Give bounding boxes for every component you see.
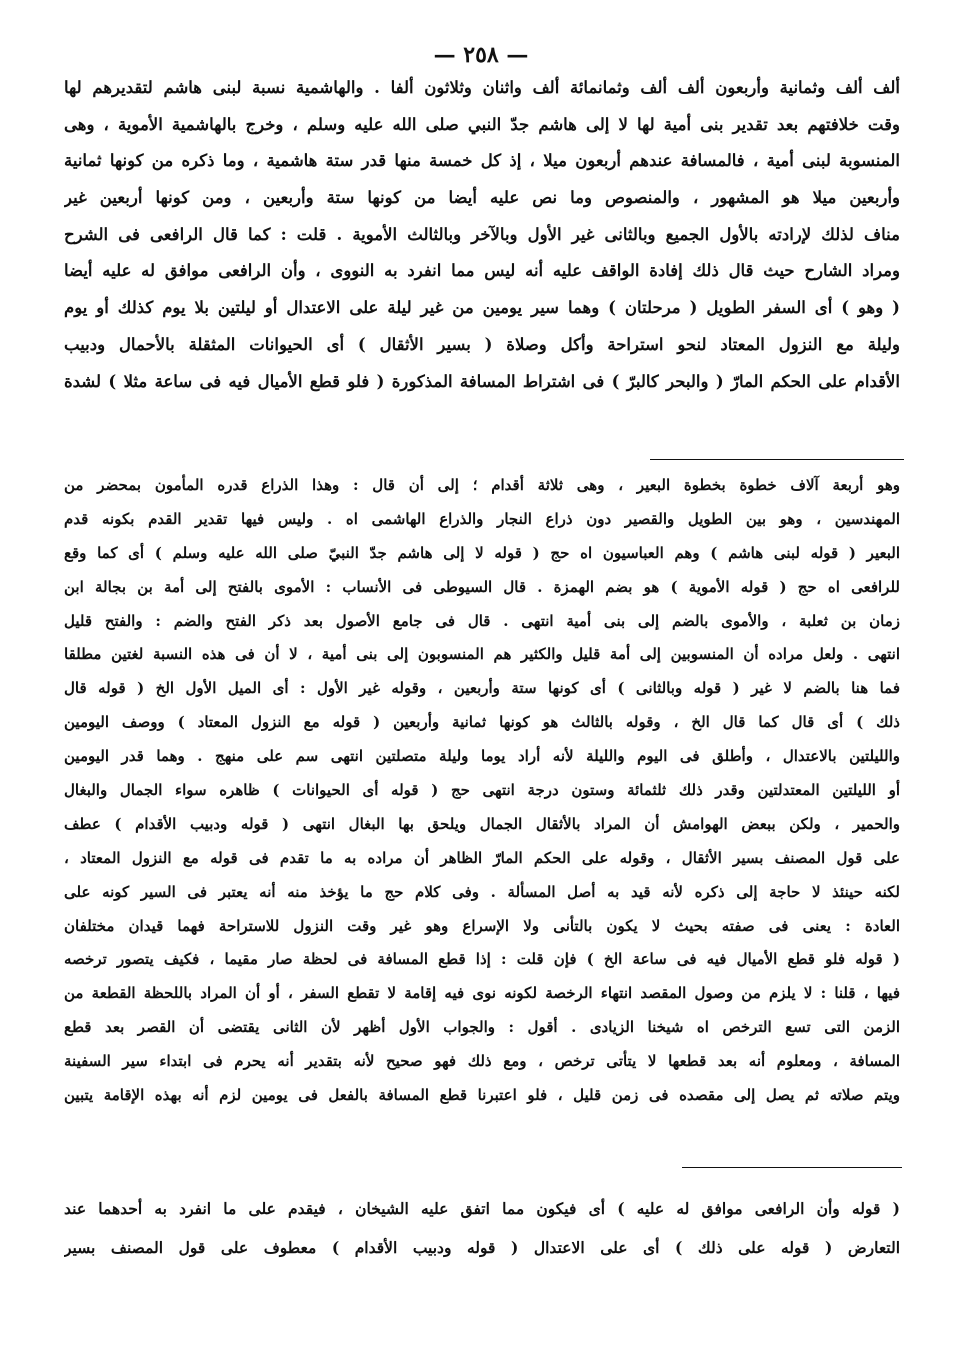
main-line: وأربعين ميلا هو المشهور ، والمنصوص وما نص عليه أيضا من كونها ستة وأربعين ، ومن كونها أربعين غير — [64, 188, 900, 208]
main-line: وقت خلافتهم بعد تقدير بنى أمية لها لا إلى هاشم جدّ النبي صلى الله عليه وسلم ، وخرج بالهاشمية الأموية ، وهى — [64, 114, 900, 134]
footnote-line: زمان بن ثعلبة ، والأموى بالضم إلى بنى أمية انتهى . قال فى جامع الأصول بعد ذكر الفتح والضم : والفتح قليل — [64, 611, 900, 630]
footnote-line: وهو أربعة آلاف خطوة بخطوة البعير ، وهى ثلاثة أقدام ؛ إلى أن قال : وهذا الذراع قدره المأمون بمحضر من — [64, 476, 900, 494]
main-text — [64, 70, 900, 400]
footnote-line: ويتم صلاته ثم يصل إلى مقصده فى زمن قليل ، فلو اعتبرنا قطع المسافة بالفعل فى يومين لزم أنه بهذه الإقامة يتبين — [64, 1086, 900, 1105]
main-line: وليلة مع النزول المعتاد لنحو استراحة وأكل وصلاة ( بسير الأثقال ) أى الحيوانات المثقلة بالأحمال ودبيب — [64, 334, 900, 354]
footnote-line: ( قوله فلو قطع الأميال فيه فى ساعة الخ ) فإن قلت : إذا قطع المسافة فى لحظة صار مقيما ، فكيف يتصور ترخصه — [64, 950, 900, 969]
footnote-line: العادة : يعنى فى صفته بحيث لا يكون بالتأنى ولا الإسراع وهو غير وقت النزول للاستراحة فهما قيدان مختلفان — [64, 916, 900, 935]
footnote-line: فيها ، قلنا : لا يلزم من وصول المقصد انتهاء الرخصة لكونه نوى فيه إقامة لا تقطع السفر ، أو أن المراد باللحظة القطعة من — [64, 984, 900, 1003]
footnote-line: لكنه حينئذ لا حاجة إلى ذكره لأنه قيد به أصل المسألة . وفى كلام حج ما يؤخذ منه أنه يعتبر فى السير كونه على — [64, 882, 900, 901]
subnote-separator — [682, 1167, 902, 1168]
footnote-line: البعير ( قوله لبنى هاشم ) وهم العباسيون اه حج ( قوله لا إلى هاشم جدّ النبيّ صلى الله عليه وسلم ) أى كما وقع — [64, 543, 900, 562]
footnote-separator — [650, 459, 904, 460]
footnotes — [64, 469, 900, 1113]
footnote-line: والحمير ، ولكن ببعض الهوامش أن المراد بالأثقال الجمال ويلحق بها البغال انتهى ( قوله ودبيب الأقدام ) عطف — [64, 814, 900, 833]
footnote-line: والليلتين بالاعتدال ، وأطلق فى اليوم والليلة لأنه أراد يوما وليلة متصلتين انتهى سم على منهج . وهما قدر اليومين — [64, 747, 900, 766]
footnote-line: للرافعى اه حج ( قوله الأموية ) هو بضم الهمزة . قال السيوطى فى الأنساب : الأموى بالفتح إلى أمة بن بجالة ابن — [64, 577, 900, 596]
subnotes — [64, 1189, 900, 1267]
main-line: المنسوبة لبنى أمية ، فالمسافة عندهم أربعون ميلا ، إذ كل خمسة منها قدر ستة هاشمية ، وما ذكره من كونها ثمانية — [64, 151, 900, 171]
subnote-line: التعارض ( قوله على ذلك ) أى على الاعتدال ( قوله ودبيب الأقدام ) معطوف على قول المصنف بسير — [64, 1238, 900, 1257]
main-line: ومراد الشارح حيث قال ذلك إفادة الواقف عليه أنه ليس مما انفرد به النووى ، وأن الرافعى موافق له عليه أيضا — [64, 261, 900, 281]
subnote-line: ( قوله وأن الرافعى موافق له عليه ) أى فيكون مما اتفق عليه الشيخان ، فيقدم على ما انفرد به أحدهما عند — [64, 1199, 900, 1218]
footnote-line: فما هنا بالضم لا غير ( قوله وبالثانى ) أى كونها ستة وأربعين ، وقوله غير الأول : أى الميل الأول الخ ( قوله قال — [64, 679, 900, 698]
footnote-line: ذلك ) أى قال كما قال الخ ، وقوله بالثالث هو كونها ثمانية وأربعين ( قوله مع النزول المعتاد ) ووصف اليومين — [64, 713, 900, 732]
main-line: ألف ألف وثمانية وأربعون ألف ألف وثمانمائة ألف واثنان وثلاثون ألفا . والهاشمية نسبة لبنى هاشم لتقديرهم لها — [64, 78, 900, 97]
footnote-line: المهندسين ، وهو بين الطويل والقصير دون ذراع النجار والذراع الهاشمى اه . وليس فيها تقدير القدم بكونه قدم — [64, 509, 900, 528]
main-line: الأقدام على الحكم المارّ ( والبحر كالبرّ ) فى اشتراط المسافة المذكورة ( فلو قطع الأميال فيه فى ساعة مثلا ) لشدة — [64, 371, 900, 391]
footnote-line: على قول المصنف بسير الأثقال ، وقوله على الحكم المارّ الظاهر أن مراده به ما تقدم فى قوله مع النزول المعتاد ، — [64, 848, 900, 867]
footnote-line: انتهى . ولعل مراده أن المنسوبين إلى أمة قليل والكثير هم المنسوبون إلى بنى أمية ، لا أن فى هذه النسبة لغتين مطلقا — [64, 645, 900, 664]
main-line: ( وهو ) أى السفر الطويل ( مرحلتان ) وهما سير يومين من غير ليلة على الاعتدال أو ليلتين بلا يوم كذلك أو يوم — [64, 298, 900, 318]
footnote-line: المسافة ، ومعلوم أنه بعد قطعها لا يتأتى ترخص ، ومع ذلك فهو صحيح لأنه بتقدير أنه يحرم فى ابتداء سير السفينة — [64, 1052, 900, 1071]
main-line: مناف لذلك لإرادته بالأول الجميع وبالثانى غير الأول وبالآخر وبالثالث الأموية . قلت : كما قال الرافعى فى الشرح — [64, 224, 900, 244]
footnote-line: الزمن التى تسع الترخص اه شيخنا الزيادى . أقول : والجواب الأول أظهر لأن الثانى يقتضى أن القصر بعد قطع — [64, 1018, 900, 1037]
footnote-line: أو الليلتين المعتدلتين وقدر ذلك ثلثمائة وستون درجة انتهى حج ( قوله أى الحيوانات ) ظاهره سواء الجمال والبغال — [64, 781, 900, 800]
page-number: — ٢٥٨ — — [433, 42, 529, 68]
